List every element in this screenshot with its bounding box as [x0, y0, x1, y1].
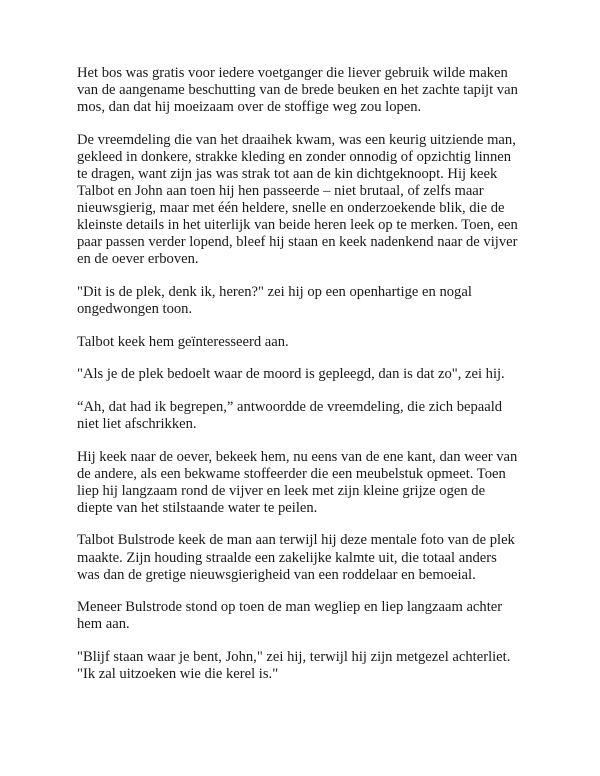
text-line: ongedwongen toon.	[77, 301, 193, 318]
text-line: nieuwsgierig, maar met één heldere, snelle en onderzoekende blik, die de	[77, 200, 505, 217]
text-line: Meneer Bulstrode stond op toen de man wegliep en liep langzaam achter	[77, 599, 503, 616]
text-line: paar passen verder lopend, bleef hij staan en keek nadenkend naar de vijver	[77, 234, 518, 251]
paragraph-9	[77, 599, 527, 633]
paragraph-5	[77, 366, 527, 383]
text-line: "Als je de plek bedoelt waar de moord is gepleegd, dan is dat zo", zei hij.	[77, 366, 505, 383]
paragraph-2	[77, 132, 527, 269]
paragraph-10	[77, 649, 527, 683]
paragraph-3	[77, 284, 527, 318]
text-line: te dragen, want zijn jas was strak tot aan de kin dichtgeknoopt. Hij keek	[77, 165, 498, 182]
text-line: kleinste details in het uiterlijk van beide heren leek op te merken. Toen, een	[77, 217, 518, 234]
text-line: de andere, als een bekwame stoffeerder die een meubelstuk opmeet. Toen	[77, 465, 506, 482]
text-line: niet liet afschrikken.	[77, 416, 197, 432]
text-line: Talbot keek hem geïnteresseerd aan.	[77, 333, 289, 350]
text-line: hem aan.	[77, 616, 130, 633]
text-line: Hij keek naar de oever, bekeek hem, nu eens van de ene kant, dan weer van	[77, 448, 518, 465]
text-line: en de oever erboven.	[77, 251, 199, 268]
text-line: “Ah, dat had ik begrepen,” antwoordde de vreemdeling, die zich bepaald	[77, 398, 503, 415]
text-line: maakte. Zijn houding straalde een zakelijke kalmte uit, die totaal anders	[77, 549, 497, 566]
text-line: Talbot en John aan toen hij hen passeerde – niet brutaal, of zelfs maar	[77, 183, 484, 200]
text-line: "Dit is de plek, denk ik, heren?" zei hij op een openhartige en nogal	[77, 284, 472, 301]
text-line: Talbot Bulstrode keek de man aan terwijl hij deze mentale foto van de plek	[77, 532, 515, 549]
text-line: mos, dan dat hij moeizaam over de stoffige weg zou lopen.	[77, 99, 422, 116]
text-line: Het bos was gratis voor iedere voetganger die liever gebruik wilde maken	[77, 65, 508, 81]
text-line: "Ik zal uitzoeken wie die kerel is."	[77, 666, 279, 683]
paragraph-4	[77, 334, 527, 351]
text-line: van de aangename beschutting van de brede beuken en het zachte tapijt van	[77, 82, 518, 99]
paragraph-7	[77, 449, 527, 517]
text-line: De vreemdeling die van het draaihek kwam, was een keurig uitziende man,	[77, 131, 516, 148]
text-line: gekleed in donkere, strakke kleding en zonder onnodig of opzichtig linnen	[77, 148, 512, 165]
document-page	[77, 65, 527, 699]
text-line: was dan de gretige nieuwsgierigheid van een roddelaar en bemoeial.	[77, 566, 476, 583]
paragraph-6	[77, 399, 527, 433]
paragraph-8	[77, 532, 527, 583]
text-line: diepte van het stilstaande water te peilen.	[77, 499, 318, 516]
text-line: liep hij langzaam rond de vijver en leek met zijn kleine grijze ogen de	[77, 482, 486, 499]
text-line: "Blijf staan waar je bent, John," zei hij, terwijl hij zijn metgezel achterliet.	[77, 648, 511, 665]
paragraph-1	[77, 65, 527, 116]
